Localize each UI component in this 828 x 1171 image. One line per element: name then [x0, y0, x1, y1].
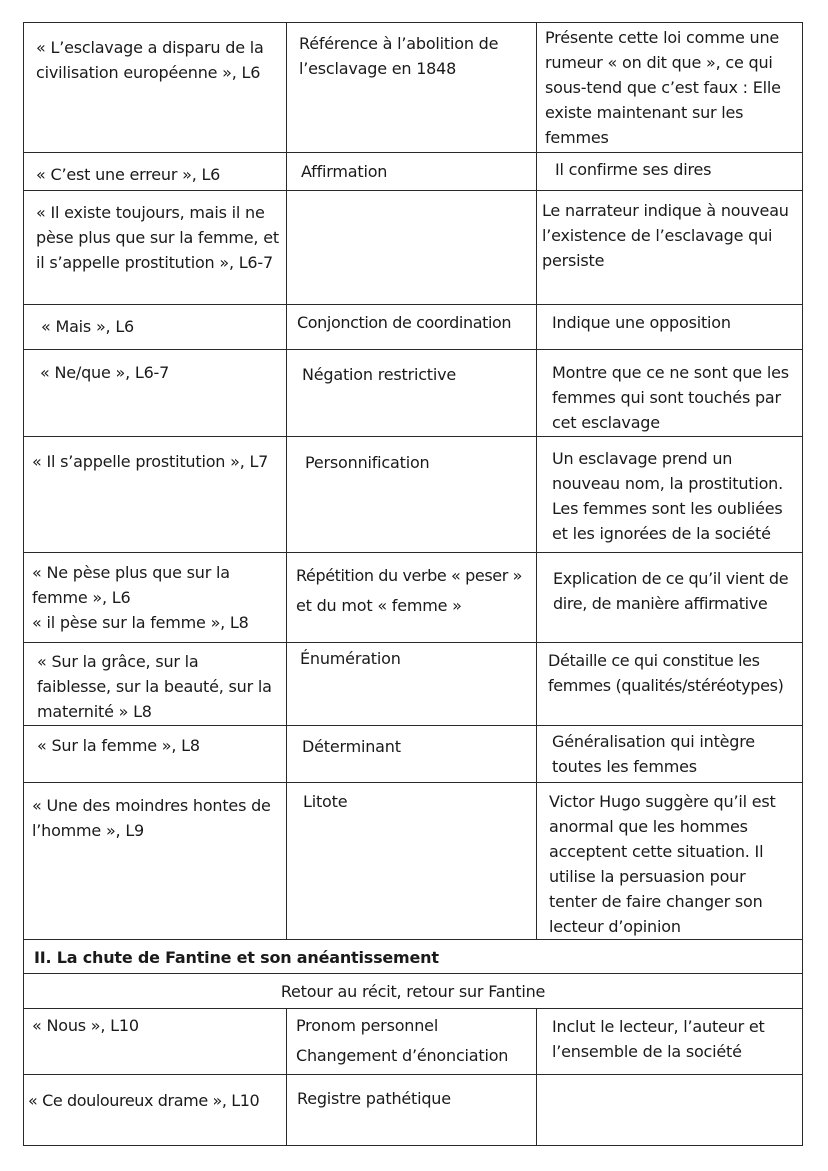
- row-divider: [23, 1008, 803, 1009]
- device-cell: Registre pathétique: [297, 1089, 451, 1108]
- device-cell: Litote: [303, 792, 348, 811]
- quote-cell: « Sur la grâce, sur la faiblesse, sur la beauté, sur la maternité » L8: [37, 652, 272, 721]
- effect-cell: Indique une opposition: [552, 313, 731, 332]
- effect-cell: Un esclavage prend un nouveau nom, la prostitution. Les femmes sont les oubliées et les ignorées de la société: [552, 449, 784, 543]
- section-subtitle: Retour au récit, retour sur Fantine: [280, 982, 546, 1001]
- device-cell: Référence à l’abolition de l’esclavage en 1848: [299, 34, 499, 78]
- device-cell: Personnification: [305, 453, 430, 472]
- effect-cell: Explication de ce qu’il vient de dire, de manière affirmative: [553, 569, 789, 613]
- device-line: Répétition du verbe « peser »: [296, 566, 522, 585]
- quote-cell: « L’esclavage a disparu de la civilisation européenne », L6: [36, 38, 264, 82]
- row-divider: [23, 939, 803, 940]
- row-divider: [23, 349, 803, 350]
- device-cell: Affirmation: [301, 162, 388, 181]
- row-divider: [23, 436, 803, 437]
- row-divider: [23, 782, 803, 783]
- quote-line: « il pèse sur la femme », L8: [32, 613, 249, 632]
- quote-line: « Ne pèse plus que sur la femme », L6: [32, 563, 230, 607]
- row-divider: [23, 552, 803, 553]
- quote-cell: « Il existe toujours, mais il ne pèse plus que sur la femme, et il s’appelle prostitution », L6-7: [36, 203, 279, 272]
- quote-cell: « Ce douloureux drame », L10: [28, 1091, 260, 1110]
- effect-cell: Il confirme ses dires: [555, 160, 712, 179]
- device-cell: Déterminant: [302, 737, 401, 756]
- column-divider: [536, 22, 537, 939]
- quote-cell: « Une des moindres hontes de l’homme », L9: [32, 796, 271, 840]
- quote-cell: « Il s’appelle prostitution », L7: [32, 452, 269, 471]
- row-divider: [23, 973, 803, 974]
- device-line: et du mot « femme »: [296, 596, 462, 615]
- quote-cell: « Ne/que », L6-7: [40, 363, 170, 382]
- device-cell: [296, 1013, 532, 1068]
- effect-cell: Inclut le lecteur, l’auteur et l’ensemble de la société: [552, 1017, 765, 1061]
- device-line: Changement d’énonciation: [296, 1046, 509, 1065]
- row-divider: [23, 642, 803, 643]
- effect-cell: Victor Hugo suggère qu’il est anormal que les hommes acceptent cette situation. Il utilise la persuasion pour tenter de faire changer son lecteur d’opinion: [549, 792, 776, 936]
- device-line: Pronom personnel: [296, 1016, 439, 1035]
- effect-cell: Généralisation qui intègre toutes les femmes: [552, 732, 755, 776]
- device-cell: Négation restrictive: [302, 365, 457, 384]
- effect-cell: Présente cette loi comme une rumeur « on dit que », ce qui sous-tend que c’est faux : Elle existe maintenant sur les femmes: [545, 28, 781, 147]
- quote-cell: [32, 560, 282, 635]
- row-divider: [23, 304, 803, 305]
- column-divider: [286, 1008, 287, 1146]
- column-divider: [536, 1008, 537, 1146]
- device-cell: [296, 561, 536, 621]
- section-title: II. La chute de Fantine et son anéantissement: [34, 948, 439, 967]
- row-divider: [23, 725, 803, 726]
- quote-cell: « C’est une erreur », L6: [36, 165, 221, 184]
- effect-cell: Montre que ce ne sont que les femmes qui sont touchés par cet esclavage: [552, 363, 789, 432]
- column-divider: [286, 22, 287, 939]
- row-divider: [23, 190, 803, 191]
- quote-cell: « Sur la femme », L8: [37, 736, 200, 755]
- device-cell: Énumération: [300, 649, 401, 668]
- row-divider: [23, 152, 803, 153]
- row-divider: [23, 1074, 803, 1075]
- quote-cell: « Nous », L10: [32, 1016, 139, 1035]
- effect-cell: Détaille ce qui constitue les femmes (qualités/stéréotypes): [548, 651, 784, 695]
- device-cell: Conjonction de coordination: [297, 313, 512, 332]
- effect-cell: Le narrateur indique à nouveau l’existence de l’esclavage qui persiste: [542, 201, 789, 270]
- quote-cell: « Mais », L6: [41, 317, 135, 336]
